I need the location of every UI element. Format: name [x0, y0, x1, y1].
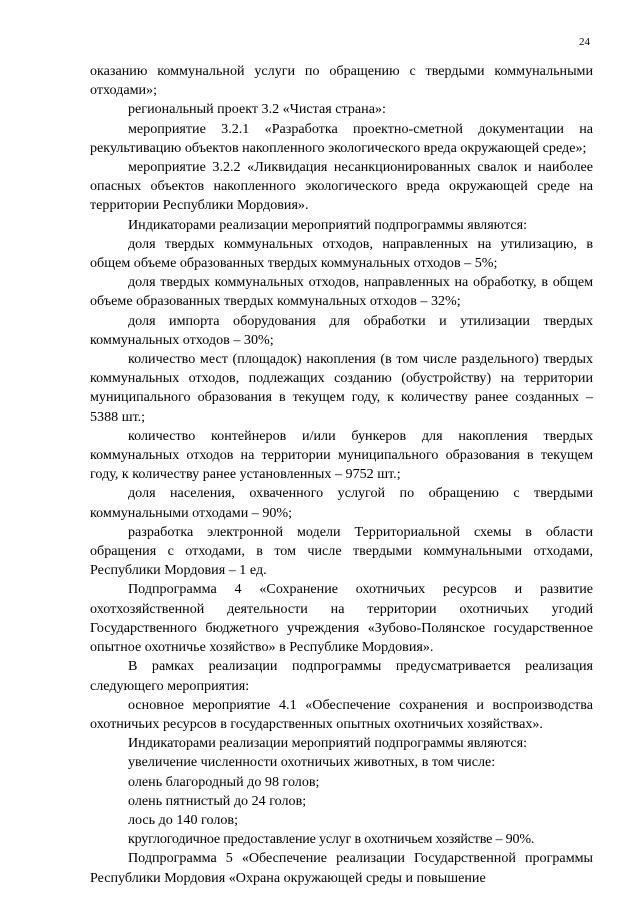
paragraph: оказанию коммунальной услуги по обращению с твердыми коммунальными отходами»; — [90, 63, 593, 99]
paragraph: доля твердых коммунальных отходов, направленных на обработку, в общем объеме образованных твердых коммунальных отходов – 32%; — [90, 274, 593, 310]
paragraph: основное мероприятие 4.1 «Обеспечение сохранения и воспроизводства охотничьих ресурсов в государственных опытных охотничьих хозяйствах». — [90, 696, 593, 732]
paragraph: доля населения, охваченного услугой по обращению с твердыми коммунальными отходами – 90%; — [90, 485, 593, 521]
paragraph: Подпрограмма 4 «Сохранение охотничьих ресурсов и развитие охотхозяйственной деятельности на территории охотничьих угодий Государственного бюджетного учреждения «Зубово-Полянское государственное опытное охотничье хозяйство» в Республике Мордовия». — [90, 581, 593, 656]
paragraph: В рамках реализации подпрограммы предусматривается реализация следующего мероприятия: — [90, 658, 593, 694]
paragraph: доля импорта оборудования для обработки и утилизации твердых коммунальных отходов – 30%; — [90, 312, 593, 348]
paragraph: круглогодичное предоставление услуг в охотничьем хозяйстве – 90%. — [128, 831, 535, 848]
paragraph: доля твердых коммунальных отходов, направленных на утилизацию, в общем объеме образованных твердых коммунальных отходов – 5%; — [90, 235, 593, 272]
paragraph: Индикаторами реализации мероприятий подпрограммы являются: — [128, 216, 528, 233]
paragraph: количество мест (площадок) накопления (в том числе раздельного) твердых коммунальных отходов, подлежащих созданию (обустройству) на территории муниципального образования в текущем году, к количеству ранее созданных – 5388 шт.; — [90, 351, 593, 425]
paragraph: мероприятие 3.2.1 «Разработка проектно-сметной документации на рекультивацию объектов накопленного экологического вреда окружающей среде»; — [90, 120, 593, 156]
paragraph: региональный проект 3.2 «Чистая страна»: — [128, 101, 386, 118]
paragraph: количество контейнеров и/или бункеров для накопления твердых коммунальных отходов на территории муниципального образования в текущем году, к количеству ранее установленных – 9752 шт.; — [90, 427, 593, 483]
paragraph: лось до 140 голов; — [128, 811, 238, 828]
document-body — [90, 62, 593, 888]
page-number: 24 — [579, 36, 590, 48]
paragraph: разработка электронной модели Территориальной схемы в области обращения с отходами, в том числе твердыми коммунальными отходами, Республики Мордовия – 1 ед. — [90, 523, 593, 579]
paragraph: олень пятнистый до 24 голов; — [128, 792, 307, 809]
paragraph: мероприятие 3.2.2 «Ликвидация несанкционированных свалок и наиболее опасных объектов накопленного экологического вреда окружающей среде на территории Республики Мордовия». — [90, 159, 593, 214]
paragraph: олень благородный до 98 голов; — [128, 773, 320, 790]
paragraph: увеличение численности охотничьих животных, в том числе: — [128, 754, 496, 771]
paragraph: Индикаторами реализации мероприятий подпрограммы являются: — [128, 735, 528, 752]
paragraph: Подпрограмма 5 «Обеспечение реализации Государственной программы Республики Мордовия «Охрана окружающей среды и повышение — [90, 850, 593, 886]
